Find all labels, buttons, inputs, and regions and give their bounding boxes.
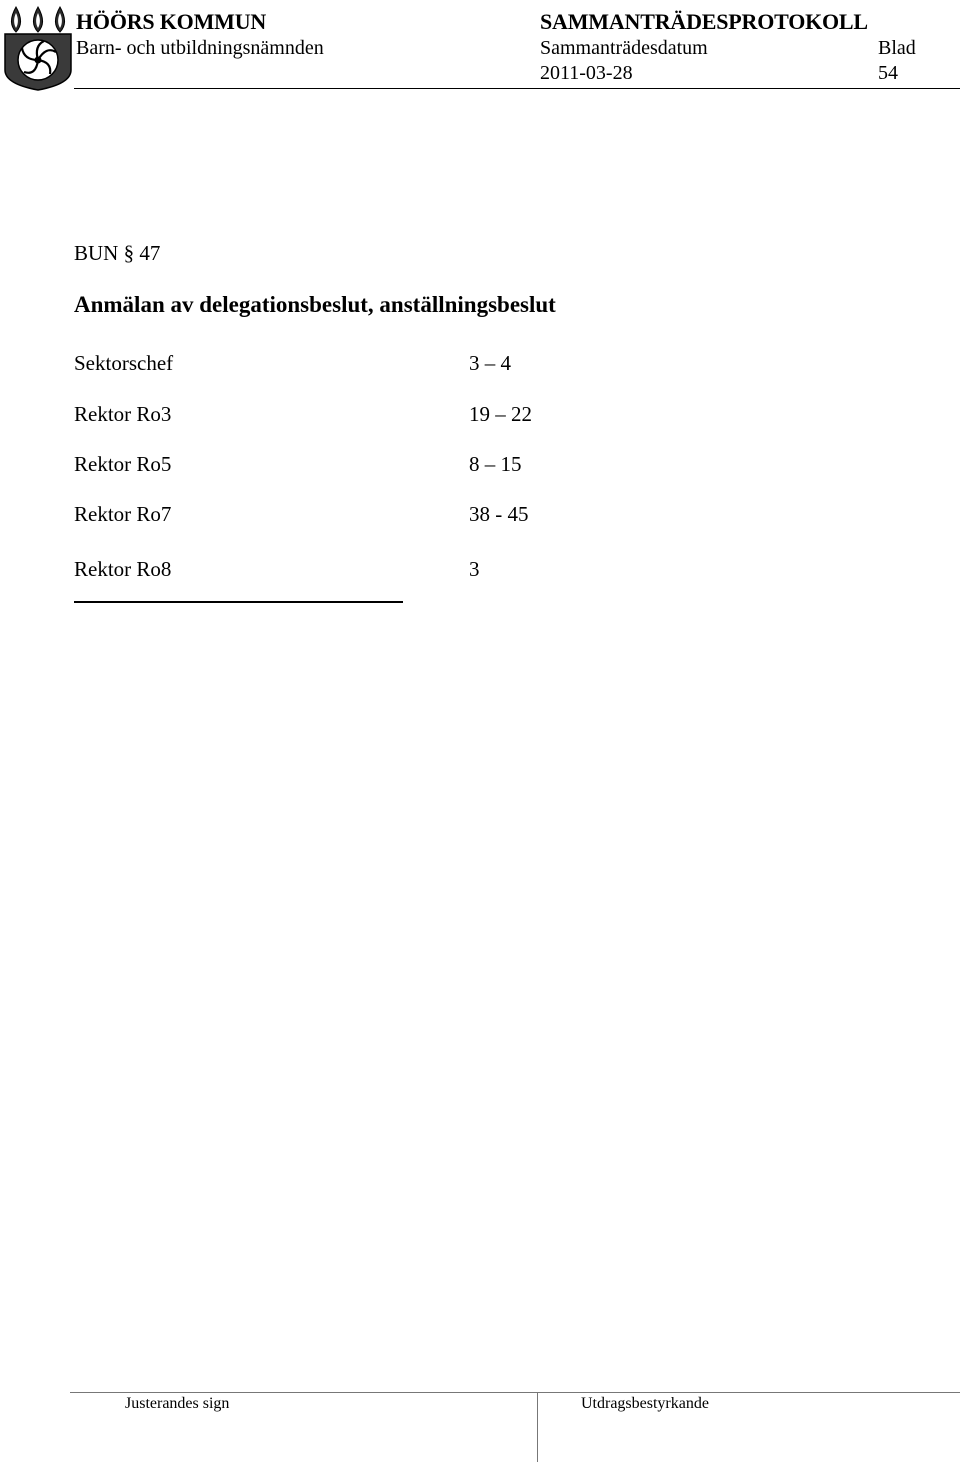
paragraph-reference: BUN § 47 (74, 241, 161, 265)
decision-numbers: 19 – 22 (469, 402, 532, 426)
page-number-value: 54 (878, 62, 898, 84)
document-type-title: SAMMANTRÄDESPROTOKOLL (540, 9, 868, 34)
decision-numbers: 3 (469, 557, 480, 581)
header-divider (74, 88, 960, 89)
decision-role: Rektor Ro7 (74, 502, 172, 526)
department-name: Barn- och utbildningsnämnden (76, 37, 324, 59)
decision-role: Rektor Ro5 (74, 452, 172, 476)
organization-name: HÖÖRS KOMMUN (76, 9, 267, 34)
footer-column-divider (537, 1392, 538, 1462)
section-heading: Anmälan av delegationsbeslut, anställningsbeslut (74, 292, 556, 317)
decision-numbers: 38 - 45 (469, 502, 529, 526)
extract-certification-label: Utdragsbestyrkande (581, 1395, 709, 1412)
section-end-rule (74, 601, 403, 603)
decision-numbers: 3 – 4 (469, 351, 511, 375)
page-number-label: Blad (878, 37, 916, 59)
decision-role: Sektorschef (74, 351, 174, 375)
footer-divider (70, 1392, 960, 1393)
decision-role: Rektor Ro8 (74, 557, 172, 581)
adjuster-signature-label: Justerandes sign (125, 1395, 230, 1412)
meeting-date-label: Sammanträdesdatum (540, 37, 708, 59)
decision-role: Rektor Ro3 (74, 402, 172, 426)
municipal-logo-icon (2, 4, 74, 92)
meeting-date-value: 2011-03-28 (540, 62, 633, 84)
decision-numbers: 8 – 15 (469, 452, 522, 476)
